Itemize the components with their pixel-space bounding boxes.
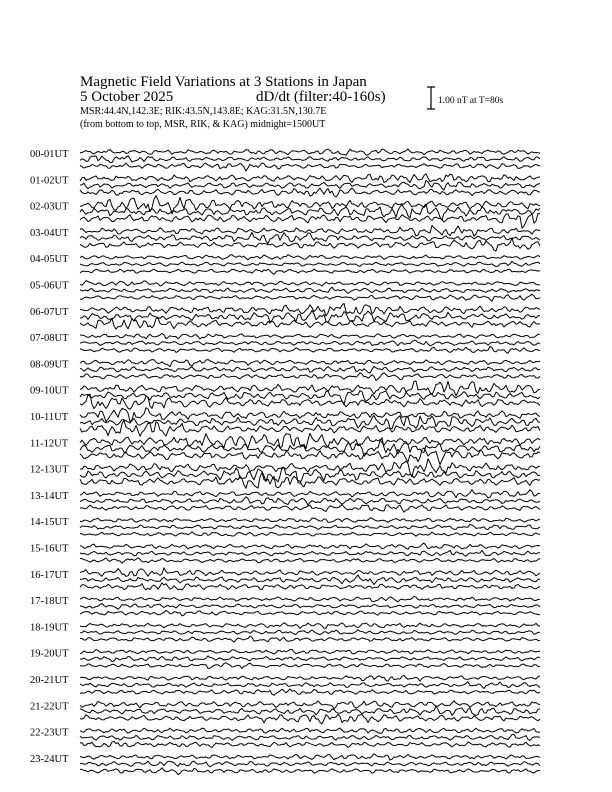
- row-label-12-13UT: 12-13UT: [30, 464, 69, 476]
- row-label-04-05UT: 04-05UT: [30, 254, 69, 266]
- row-label-20-21UT: 20-21UT: [30, 675, 69, 686]
- trace-22-23UT-RIK: [80, 734, 540, 740]
- trace-19-20UT-RIK: [80, 656, 540, 662]
- row-label-09-10UT: 09-10UT: [30, 385, 69, 397]
- trace-14-15UT-RIK: [80, 524, 540, 529]
- trace-01-02UT-MSR: [80, 188, 540, 197]
- trace-23-24UT-KAG: [80, 754, 540, 760]
- trace-04-05UT-MSR: [80, 269, 540, 274]
- trace-06-07UT-RIK: [80, 310, 540, 322]
- trace-11-12UT-KAG: [80, 433, 540, 448]
- trace-21-22UT-KAG: [80, 701, 540, 709]
- trace-23-24UT-MSR: [80, 768, 540, 775]
- trace-13-14UT-KAG: [80, 490, 540, 498]
- trace-03-04UT-RIK: [80, 232, 540, 243]
- trace-22-23UT-KAG: [80, 728, 540, 733]
- trace-11-12UT-MSR: [80, 448, 540, 465]
- trace-15-16UT-RIK: [80, 550, 540, 556]
- trace-18-19UT-RIK: [80, 630, 540, 635]
- trace-07-08UT-MSR: [80, 346, 540, 353]
- row-label-00-01UT: 00-01UT: [30, 149, 69, 160]
- trace-20-21UT-KAG: [80, 675, 540, 681]
- row-labels: [30, 149, 69, 765]
- row-label-10-11UT: 10-11UT: [30, 412, 69, 423]
- trace-04-05UT-KAG: [80, 255, 540, 260]
- trace-01-02UT-RIK: [80, 181, 540, 191]
- scale-bar: [427, 87, 503, 109]
- trace-04-05UT-RIK: [80, 261, 540, 266]
- trace-09-10UT-KAG: [80, 381, 540, 396]
- trace-21-22UT-MSR: [80, 714, 540, 724]
- trace-20-21UT-MSR: [80, 689, 540, 695]
- row-label-18-19UT: 18-19UT: [30, 622, 69, 634]
- row-label-02-03UT: 02-03UT: [30, 201, 69, 213]
- trace-16-17UT-MSR: [80, 583, 540, 590]
- trace-10-11UT-KAG: [80, 408, 540, 422]
- row-label-01-02UT: 01-02UT: [30, 175, 69, 187]
- station-coordinates: MSR:44.4N,142.3E; RIK:43.5N,143.8E; KAG:31.5N,130.7E: [80, 106, 327, 117]
- trace-19-20UT-MSR: [80, 663, 540, 669]
- date-label: 5 October 2025: [80, 89, 174, 105]
- row-label-06-07UT: 06-07UT: [30, 306, 69, 318]
- trace-05-06UT-KAG: [80, 281, 540, 286]
- trace-07-08UT-KAG: [80, 333, 540, 339]
- row-label-21-22UT: 21-22UT: [30, 701, 69, 713]
- row-label-16-17UT: 16-17UT: [30, 569, 69, 581]
- trace-08-09UT-RIK: [80, 366, 540, 373]
- row-label-14-15UT: 14-15UT: [30, 517, 69, 529]
- trace-03-04UT-MSR: [80, 238, 540, 251]
- trace-13-14UT-MSR: [80, 504, 540, 512]
- station-order-note: (from bottom to top, MSR, RIK, & KAG) midnight=1500UT: [80, 119, 326, 130]
- row-label-23-24UT: 23-24UT: [30, 753, 69, 765]
- trace-23-24UT-RIK: [80, 761, 540, 767]
- trace-17-18UT-MSR: [80, 611, 540, 616]
- trace-07-08UT-RIK: [80, 340, 540, 346]
- trace-05-06UT-RIK: [80, 287, 540, 293]
- trace-13-14UT-RIK: [80, 497, 540, 505]
- trace-08-09UT-MSR: [80, 373, 540, 381]
- trace-16-17UT-KAG: [80, 568, 540, 577]
- row-label-15-16UT: 15-16UT: [30, 543, 69, 555]
- trace-09-10UT-MSR: [80, 394, 540, 409]
- row-label-03-04UT: 03-04UT: [30, 227, 69, 239]
- traces: [80, 149, 540, 775]
- trace-15-16UT-MSR: [80, 558, 540, 563]
- trace-16-17UT-RIK: [80, 575, 540, 585]
- row-label-19-20UT: 19-20UT: [30, 648, 69, 660]
- scale-bar-label: 1.00 nT at T=80s: [438, 96, 504, 106]
- trace-14-15UT-KAG: [80, 518, 540, 523]
- trace-18-19UT-KAG: [80, 623, 540, 628]
- trace-17-18UT-RIK: [80, 604, 540, 610]
- row-label-11-12UT: 11-12UT: [30, 438, 69, 450]
- trace-00-01UT-RIK: [80, 156, 540, 163]
- trace-17-18UT-KAG: [80, 596, 540, 602]
- trace-19-20UT-KAG: [80, 649, 540, 654]
- trace-14-15UT-MSR: [80, 532, 540, 537]
- trace-05-06UT-MSR: [80, 294, 540, 301]
- trace-10-11UT-RIK: [80, 415, 540, 428]
- row-label-17-18UT: 17-18UT: [30, 596, 69, 608]
- trace-00-01UT-MSR: [80, 163, 540, 171]
- row-label-13-14UT: 13-14UT: [30, 490, 69, 502]
- trace-22-23UT-MSR: [80, 741, 540, 747]
- trace-02-03UT-MSR: [80, 213, 540, 228]
- trace-00-01UT-KAG: [80, 149, 540, 155]
- trace-03-04UT-KAG: [80, 225, 540, 236]
- trace-18-19UT-MSR: [80, 636, 540, 642]
- trace-06-07UT-MSR: [80, 318, 540, 329]
- trace-21-22UT-RIK: [80, 706, 540, 716]
- row-label-05-06UT: 05-06UT: [30, 280, 69, 292]
- chart-title: Magnetic Field Variations at 3 Stations in Japan: [80, 74, 367, 90]
- row-label-07-08UT: 07-08UT: [30, 333, 69, 345]
- trace-08-09UT-KAG: [80, 360, 540, 367]
- row-label-08-09UT: 08-09UT: [30, 359, 69, 371]
- trace-15-16UT-KAG: [80, 543, 540, 549]
- trace-01-02UT-KAG: [80, 174, 540, 183]
- row-label-22-23UT: 22-23UT: [30, 727, 69, 739]
- filter-label: dD/dt (filter:40-160s): [256, 89, 386, 105]
- trace-20-21UT-RIK: [80, 682, 540, 689]
